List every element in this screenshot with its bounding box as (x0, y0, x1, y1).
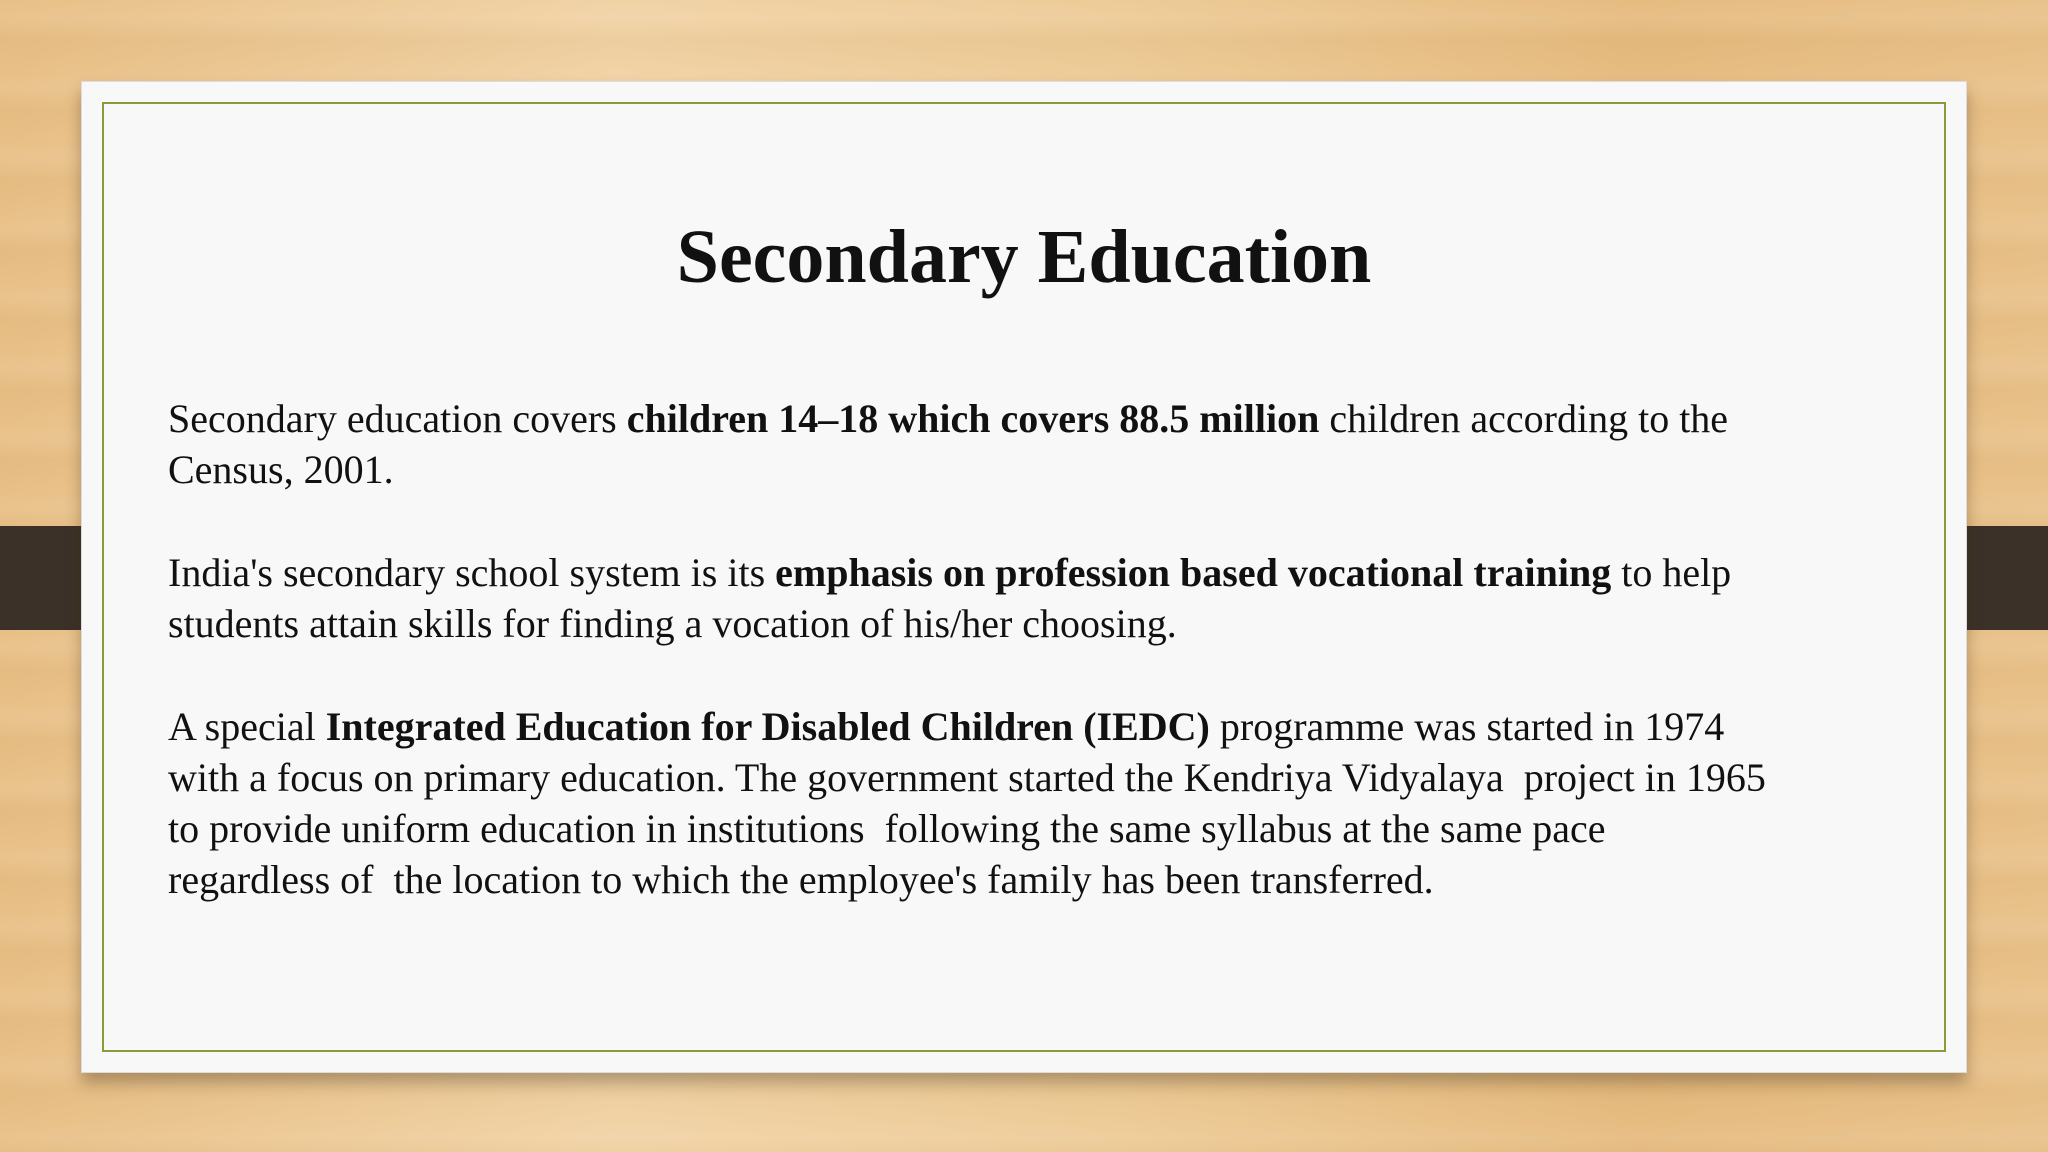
text-segment: India's secondary school system is its (168, 550, 776, 595)
paragraph-secondary-coverage (168, 393, 1928, 495)
text-segment: children according to the (1319, 396, 1729, 441)
bold-text-segment: emphasis on profession based vocational training (775, 550, 1612, 595)
text-segment: to help (1611, 550, 1732, 595)
bold-text-segment: Integrated Education for Disabled Children (IEDC) (325, 704, 1210, 749)
paragraph-iedc-programme (168, 701, 1928, 905)
text-segment: with a focus on primary education. The government started the Kendriya Vidyalaya project in 1965 (168, 755, 1766, 800)
text-line (168, 444, 1928, 495)
text-segment: regardless of the location to which the employee's family has been transferred. (168, 857, 1434, 902)
text-segment: to provide uniform education in institutions following the same syllabus at the same pace (168, 806, 1606, 851)
text-line (168, 803, 1928, 854)
text-segment: programme was started in 1974 (1209, 704, 1725, 749)
text-segment: Census, 2001. (168, 447, 394, 492)
paragraph-vocational-training (168, 547, 1928, 649)
bold-text-segment: children 14–18 which covers 88.5 million (626, 396, 1320, 441)
text-line (168, 752, 1928, 803)
text-line (168, 393, 1928, 444)
text-segment: A special (168, 704, 326, 749)
text-segment: students attain skills for finding a vocation of his/her choosing. (168, 601, 1177, 646)
slide-title: Secondary Education (676, 215, 1372, 299)
text-line (168, 547, 1928, 598)
text-line (168, 854, 1928, 905)
text-line (168, 701, 1928, 752)
text-segment: Secondary education covers (168, 396, 627, 441)
text-line (168, 598, 1928, 649)
